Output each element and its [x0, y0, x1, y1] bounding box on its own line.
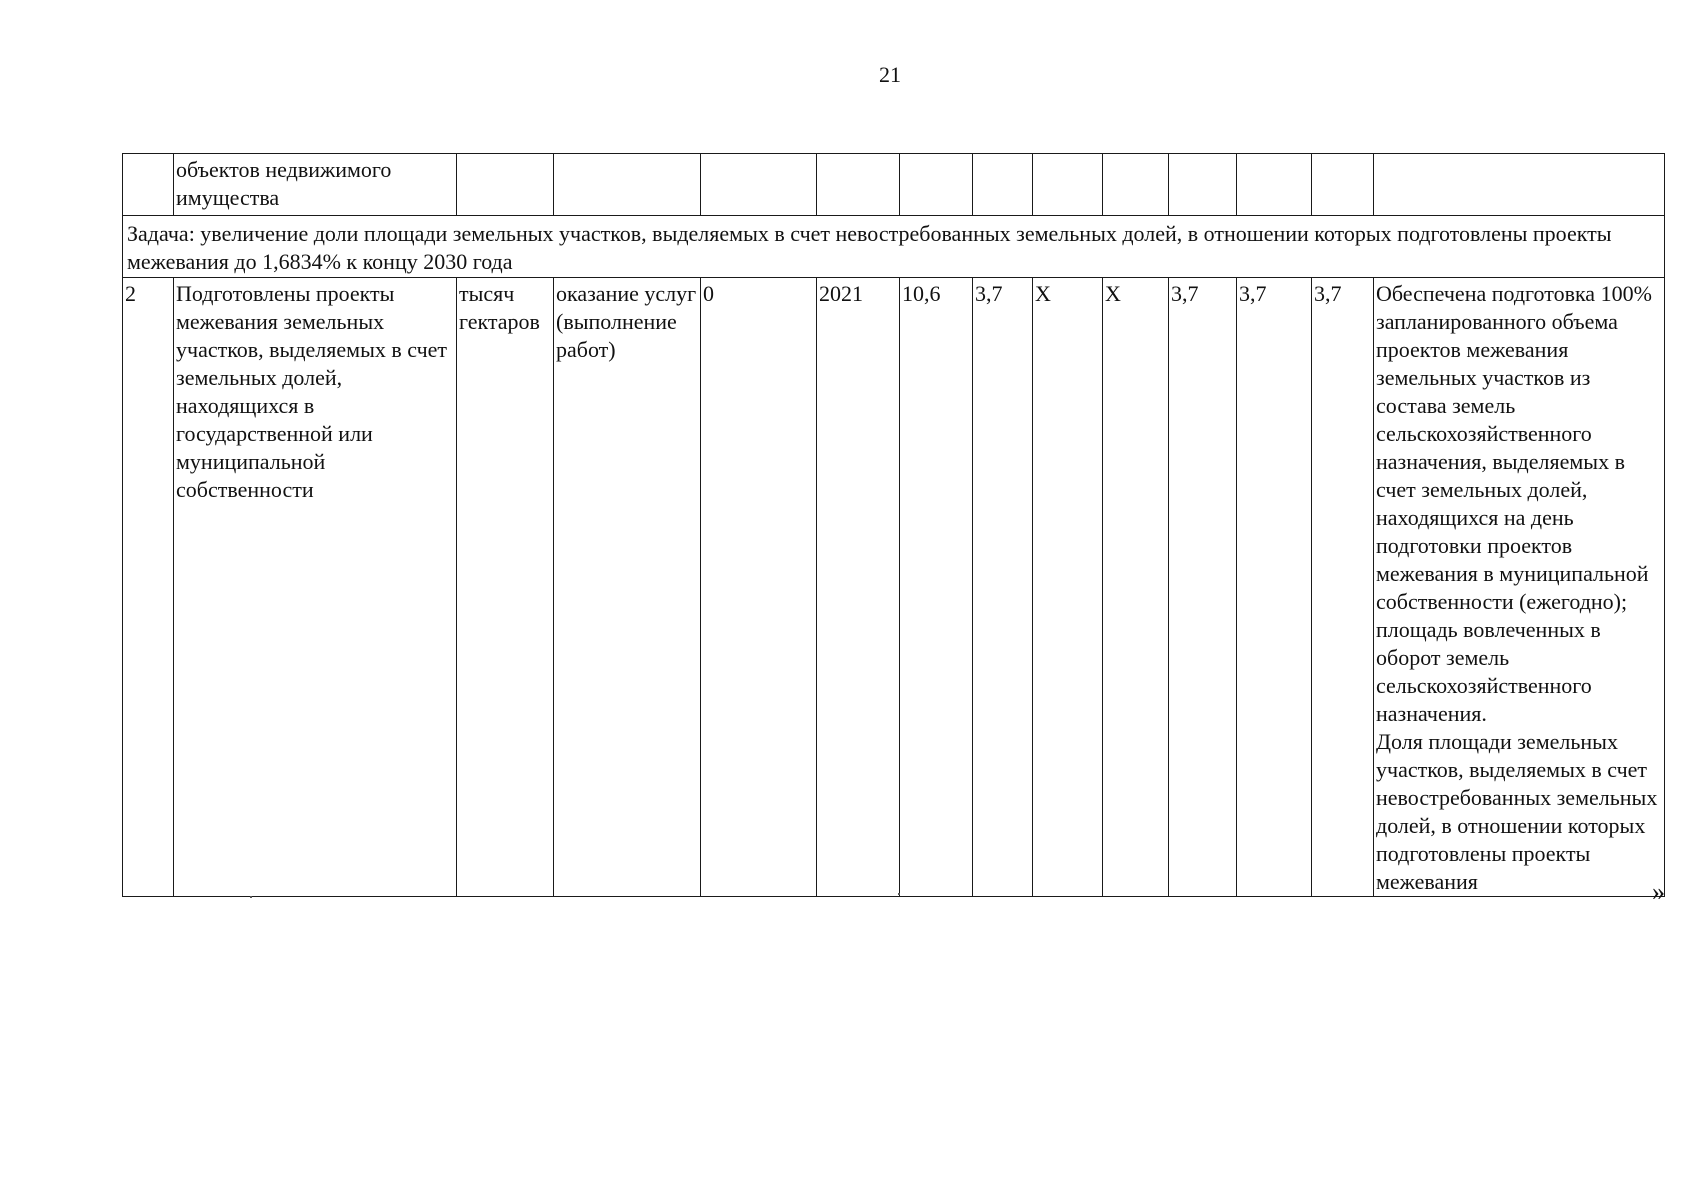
scan-artifact [250, 896, 252, 898]
cell-value: 3,7 [1237, 278, 1312, 897]
cell-value: 3,7 [1169, 278, 1237, 897]
cell-base-value: 0 [701, 278, 817, 897]
program-indicators-table [122, 153, 1665, 897]
cell-value: 10,6 [900, 278, 973, 897]
cell-value: 3,7 [1312, 278, 1374, 897]
cell-description [1374, 278, 1665, 897]
table-row [123, 154, 1665, 216]
page-number: 21 [879, 62, 901, 87]
task-row [123, 216, 1665, 278]
description-part: площадь вовлеченных в оборот земель сельскохозяйственного назначения. [1376, 617, 1601, 726]
cell-name-continued: объектов недвижимого имущества [174, 154, 457, 216]
description-part: Обеспечена подготовка 100% запланированного объема проектов межевания земельных участков из состава земель сельскохозяйственного назначения, выделяемых в счет земельных долей, находящихся на день подготовки проектов межевания в муниципальной собственности (ежегодно); [1376, 281, 1652, 614]
cell-type: оказание услуг (выполнение работ) [554, 278, 701, 897]
cell-value: 3,7 [973, 278, 1033, 897]
cell-unit: тысяч гектаров [457, 278, 554, 897]
closing-quote-mark: » [1652, 877, 1665, 906]
description-part: Доля площади земельных участков, выделяемых в счет невостребованных земельных долей, в отношении которых подготовлены проекты межевания [1376, 729, 1658, 894]
table-row [123, 278, 1665, 897]
cell-value: Х [1103, 278, 1169, 897]
cell-num [123, 154, 174, 216]
task-text: Задача: увеличение доли площади земельных участков, выделяемых в счет невостребованных земельных долей, в отношении которых подготовлены проекты межевания до 1,6834% к концу 2030 года [123, 216, 1665, 278]
cell-value: Х [1033, 278, 1103, 897]
scan-artifact [898, 893, 900, 895]
cell-indicator-name: Подготовлены проекты межевания земельных участков, выделяемых в счет земельных долей, находящихся в государственной или муниципальной собственности [174, 278, 457, 897]
cell-num: 2 [123, 278, 174, 897]
cell-base-year: 2021 [817, 278, 900, 897]
